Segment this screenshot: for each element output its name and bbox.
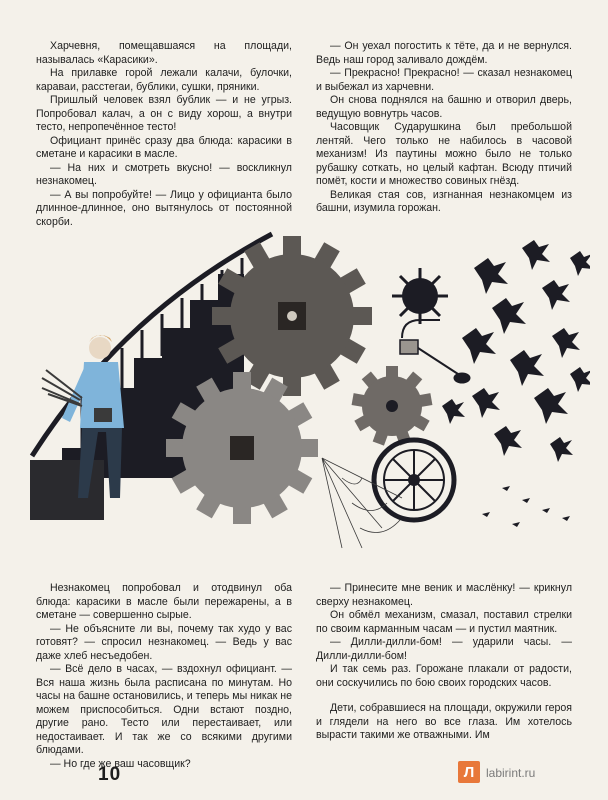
- paragraph: — А вы попробуйте! — Лицо у официанта было длинное-длинное, оно вытянулось от постоянной скорби.: [36, 188, 292, 228]
- watermark: labirint.ru: [486, 766, 536, 780]
- paragraph: Пришлый человек взял бублик — и не угрыз. Попробовал калач, а он с виду хорош, а внутри тесто, непропечённое тесто!: [36, 94, 292, 133]
- text-column-top-right: [316, 40, 572, 216]
- paragraph: — Но где же ваш часовщик?: [50, 757, 191, 770]
- labirint-logo-icon: Л: [458, 761, 480, 783]
- page-number: 10: [98, 764, 122, 785]
- paragraph: Он снова поднялся на башню и отворил дверь, ведущую вовнутрь часов.: [316, 94, 572, 120]
- paragraph: И так семь раз. Горожане плакали от радости, они соскучились по бою своих городских часов.: [316, 663, 572, 689]
- paragraph: — Всё дело в часах, — вздохнул официант. — Вся наша жизнь была расписана по минутам. Но часы на башне остановились, и теперь мы никак не можем приспособиться. Одни встают поздно, другие рано. Тесто или перестаивает, или недостаивает. И так же со всякими другими блюдами.: [36, 663, 292, 756]
- paragraph: Дети, собравшиеся на площади, окружили героя и глядели на него во все глаза. Им хотелось вырасти такими же отважными. Им: [316, 702, 572, 741]
- text-column-bottom-right: [316, 582, 572, 743]
- pendulum-key: [400, 320, 470, 383]
- text-column-bottom-left: [36, 582, 292, 771]
- wheel-spoked: [374, 440, 454, 520]
- paragraph: — Прекрасно! Прекрасно! — сказал незнакомец и выбежал из харчевни.: [316, 67, 572, 93]
- paragraph: Великая стая сов, изгнанная незнакомцем из башни, изумила горожан.: [316, 188, 572, 214]
- paragraph: Официант принёс сразу два блюда: карасики в сметане и карасики в масле.: [36, 134, 292, 160]
- paragraph: На прилавке горой лежали калачи, булочки, караваи, расстегаи, бублики, сушки, пряники.: [36, 67, 292, 93]
- paragraph: Он обмёл механизм, смазал, поставил стрелки по своим карманным часам — и пустил маятник.: [316, 609, 572, 635]
- gear-small: [352, 366, 433, 446]
- gear-black-star: [392, 268, 448, 324]
- text-column-top-left: [36, 40, 292, 229]
- owl-flock: [442, 240, 590, 527]
- paragraph: — На них и смотреть вкусно! — воскликнул незнакомец.: [36, 161, 292, 187]
- paragraph: — Принесите мне веник и маслёнку! — крикнул сверху незнакомец.: [316, 582, 572, 608]
- paragraph: Часовщик Сударушкина был пребольшой лентяй. Чего только не набилось в часовой механизм! Из паутины можно было не только рубашку соткать, но целый кафтан. Всюду птичий помёт, кости и множество совиных гнёзд.: [316, 121, 572, 187]
- paragraph: — Не объясните ли вы, почему так худо у вас готовят? — спросил незнакомец. — Ведь у вас даже хлеб несъедобен.: [36, 622, 292, 662]
- paragraph: — Он уехал погостить к тёте, да и не вернулся. Ведь наш город заливало дождём.: [316, 40, 572, 66]
- spider-web: [322, 458, 402, 548]
- paragraph: — Дилли-дилли-бом! — ударили часы. — Дилли-дилли-бом!: [316, 636, 572, 662]
- paragraph: Незнакомец попробовал и отодвинул оба блюда: карасики в масле были пережарены, а в сметане — совершенно сырые.: [36, 582, 292, 621]
- paragraph: Харчевня, помещавшаяся на площади, называлась «Карасики».: [36, 40, 292, 66]
- illustration-clock-mechanism: [22, 228, 590, 568]
